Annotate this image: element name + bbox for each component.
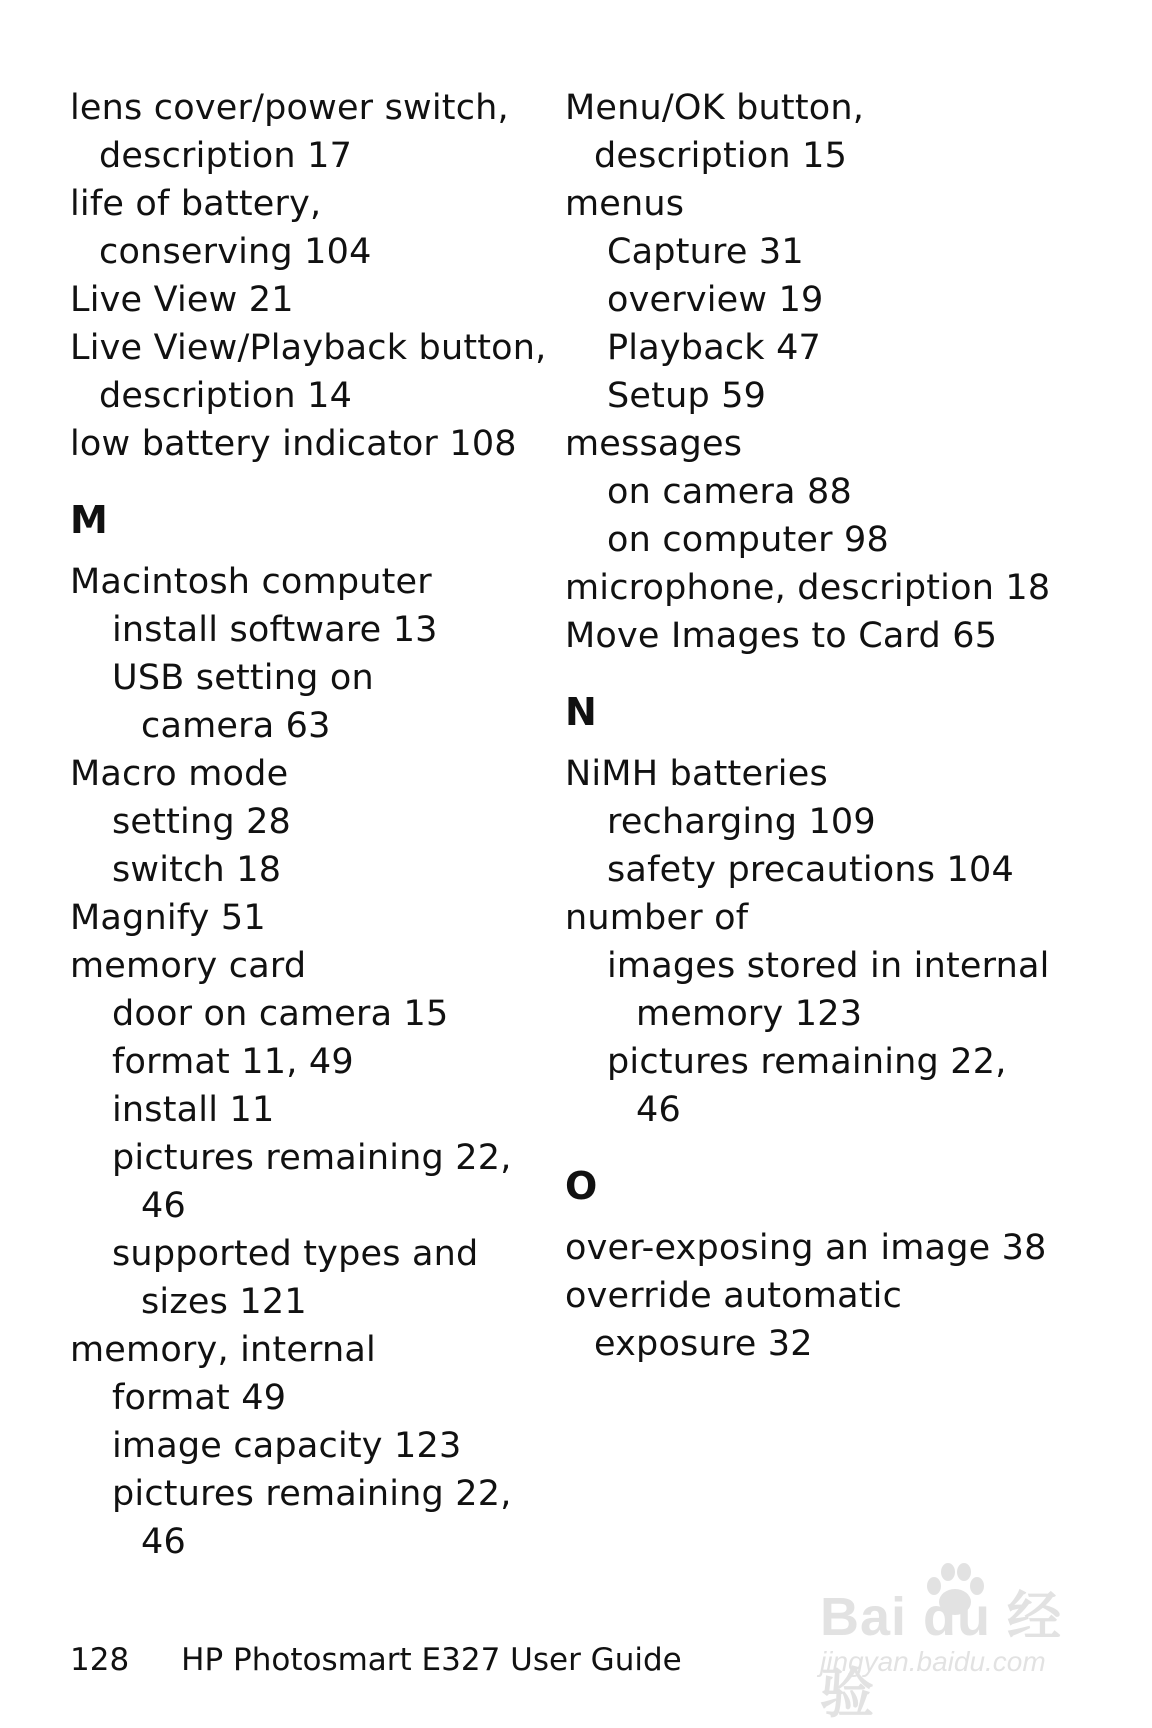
index-entry: override automatic: [565, 1276, 903, 1316]
index-entry: Menu/OK button,: [565, 88, 865, 128]
index-column-right: [565, 84, 1075, 1368]
index-entry: Move Images to Card 65: [565, 616, 998, 656]
index-subentry: format 49: [112, 1378, 287, 1418]
index-subentry: description 14: [99, 376, 353, 416]
index-entry: life of battery,: [70, 184, 322, 224]
index-subentry: 46: [636, 1090, 681, 1130]
index-entry: Magnify 51: [70, 898, 266, 938]
watermark-url: jingyan.baidu.com: [820, 1646, 1046, 1677]
index-section-letter: O: [565, 1164, 598, 1208]
watermark-brand: Bai du 经验: [820, 1587, 1063, 1724]
index-entry: microphone, description 18: [565, 568, 1051, 608]
index-subentry: USB setting on: [112, 658, 374, 698]
index-subentry: Setup 59: [607, 376, 767, 416]
index-entry: messages: [565, 424, 743, 464]
index-entry: memory card: [70, 946, 307, 986]
index-column-left: [70, 84, 580, 1566]
baidu-watermark: [820, 1560, 1090, 1724]
index-subentry: image capacity 123: [112, 1426, 462, 1466]
index-section-letter: N: [565, 690, 597, 734]
index-subentry: on camera 88: [607, 472, 852, 512]
index-subentry: overview 19: [607, 280, 824, 320]
index-subentry: door on camera 15: [112, 994, 449, 1034]
index-section-letter: M: [70, 498, 108, 542]
index-subentry: pictures remaining 22,: [607, 1042, 1007, 1082]
index-entry: low battery indicator 108: [70, 424, 517, 464]
index-subentry: images stored in internal: [607, 946, 1050, 986]
index-subentry: pictures remaining 22,: [112, 1474, 512, 1514]
index-entry: menus: [565, 184, 685, 224]
index-subentry: safety precautions 104: [607, 850, 1014, 890]
index-entry: Live View/Playback button,: [70, 328, 547, 368]
index-subentry: Playback 47: [607, 328, 822, 368]
index-subentry: Capture 31: [607, 232, 804, 272]
index-subentry: format 11, 49: [112, 1042, 354, 1082]
book-title: HP Photosmart E327 User Guide: [181, 1642, 682, 1678]
index-entry: over-exposing an image 38: [565, 1228, 1047, 1268]
index-entry: Macro mode: [70, 754, 289, 794]
index-subentry: memory 123: [636, 994, 863, 1034]
index-subentry: install software 13: [112, 610, 438, 650]
index-entry: memory, internal: [70, 1330, 376, 1370]
index-subentry: setting 28: [112, 802, 291, 842]
index-subentry: conserving 104: [99, 232, 372, 272]
index-entry: Macintosh computer: [70, 562, 432, 602]
page-footer: [70, 1640, 682, 1680]
index-entry: Live View 21: [70, 280, 294, 320]
index-subentry: 46: [141, 1522, 186, 1562]
index-entry: number of: [565, 898, 749, 938]
page-number: 128: [70, 1642, 130, 1678]
index-subentry: exposure 32: [594, 1324, 813, 1364]
index-subentry: camera 63: [141, 706, 331, 746]
index-subentry: install 11: [112, 1090, 275, 1130]
index-subentry: switch 18: [112, 850, 282, 890]
index-entry: NiMH batteries: [565, 754, 828, 794]
index-subentry: supported types and: [112, 1234, 479, 1274]
index-entry: lens cover/power switch,: [70, 88, 509, 128]
index-subentry: 46: [141, 1186, 186, 1226]
index-subentry: pictures remaining 22,: [112, 1138, 512, 1178]
index-subentry: recharging 109: [607, 802, 876, 842]
index-subentry: on computer 98: [607, 520, 889, 560]
index-subentry: description 17: [99, 136, 353, 176]
index-subentry: sizes 121: [141, 1282, 307, 1322]
index-subentry: description 15: [594, 136, 848, 176]
